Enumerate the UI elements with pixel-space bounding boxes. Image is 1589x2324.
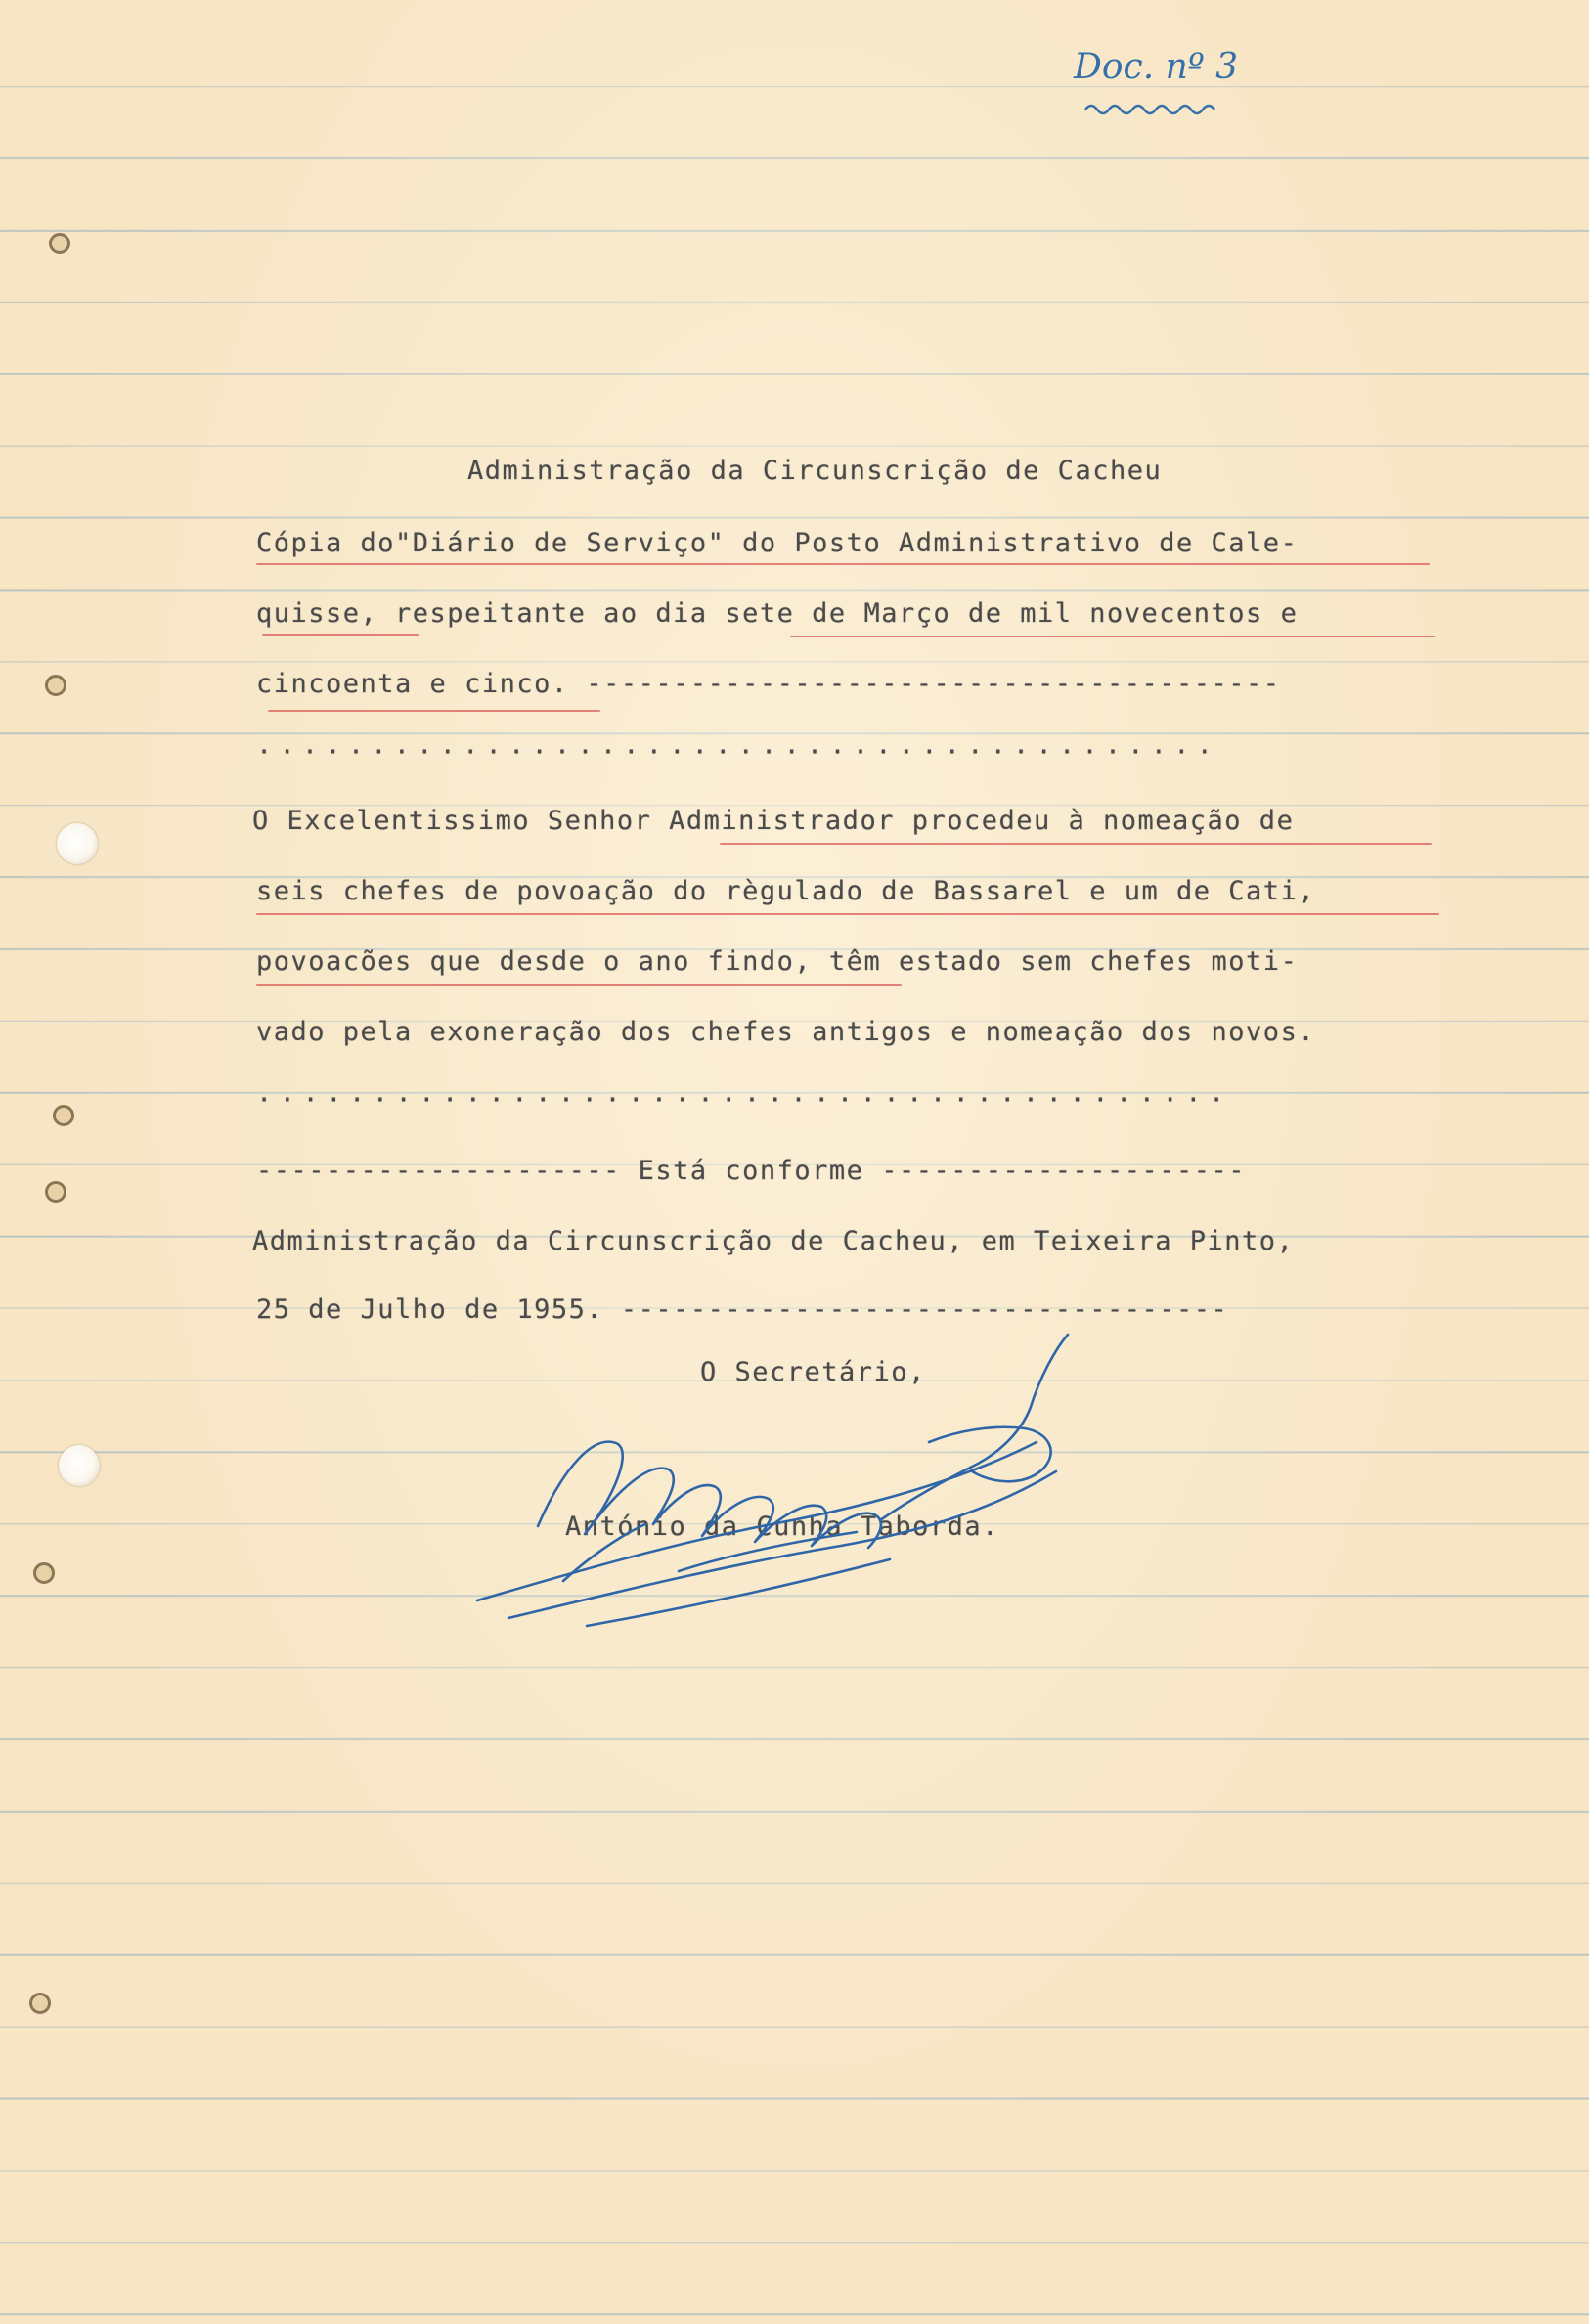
dot-separator-2: ·········································· xyxy=(256,1085,1232,1116)
red-underline xyxy=(262,634,419,636)
signature-name: António da Cunha Taborda. xyxy=(565,1512,999,1542)
closing-line-1: Administração da Circunscrição de Cacheu, em Teixeira Pinto, xyxy=(252,1226,1295,1256)
staple-hole-4 xyxy=(45,1181,66,1203)
punch-hole-top xyxy=(57,823,98,864)
red-underline xyxy=(256,984,902,986)
red-underline xyxy=(790,636,1435,637)
para2-line-1: O Excelentissimo Senhor Administrador procedeu à nomeação de xyxy=(252,806,1295,836)
annotation-squiggle xyxy=(1083,96,1230,119)
para2-line-3: povoacões que desde o ano findo, têm estado sem chefes moti- xyxy=(256,946,1299,977)
signature-role: O Secretário, xyxy=(700,1357,926,1387)
punch-hole-bottom xyxy=(59,1445,100,1486)
red-underline xyxy=(256,913,1439,915)
staple-hole-3 xyxy=(53,1105,74,1126)
staple-hole-2 xyxy=(45,675,66,696)
dot-separator-1: ·········································· xyxy=(256,737,1220,767)
para2-line-4: vado pela exoneração dos chefes antigos e nomeação dos novos. xyxy=(256,1017,1316,1047)
red-underline xyxy=(720,843,1432,845)
staple-hole-6 xyxy=(29,1993,51,2014)
red-underline xyxy=(268,710,600,712)
document-number-annotation: Doc. nº 3 xyxy=(1074,47,1239,87)
para1-line-2: quisse, respeitante ao dia sete de Março de mil novecentos e xyxy=(256,598,1299,629)
closing-line-2: 25 de Julho de 1955. ----------------------------------- xyxy=(256,1294,1229,1325)
document-title: Administração da Circunscrição de Cacheu xyxy=(467,456,1163,486)
para1-line-3: cincoenta e cinco. ---------------------------------------- xyxy=(256,669,1281,699)
para2-line-2: seis chefes de povoação do règulado de Bassarel e um de Cati, xyxy=(256,876,1316,906)
esta-conforme-line: --------------------- Está conforme --------------------- xyxy=(256,1156,1247,1186)
para1-line-1: Cópia do"Diário de Serviço" do Posto Administrativo de Cale- xyxy=(256,528,1299,558)
handwritten-signature xyxy=(469,1315,1095,1647)
staple-hole-5 xyxy=(33,1562,55,1584)
red-underline xyxy=(256,563,1430,565)
staple-hole-1 xyxy=(49,233,70,254)
